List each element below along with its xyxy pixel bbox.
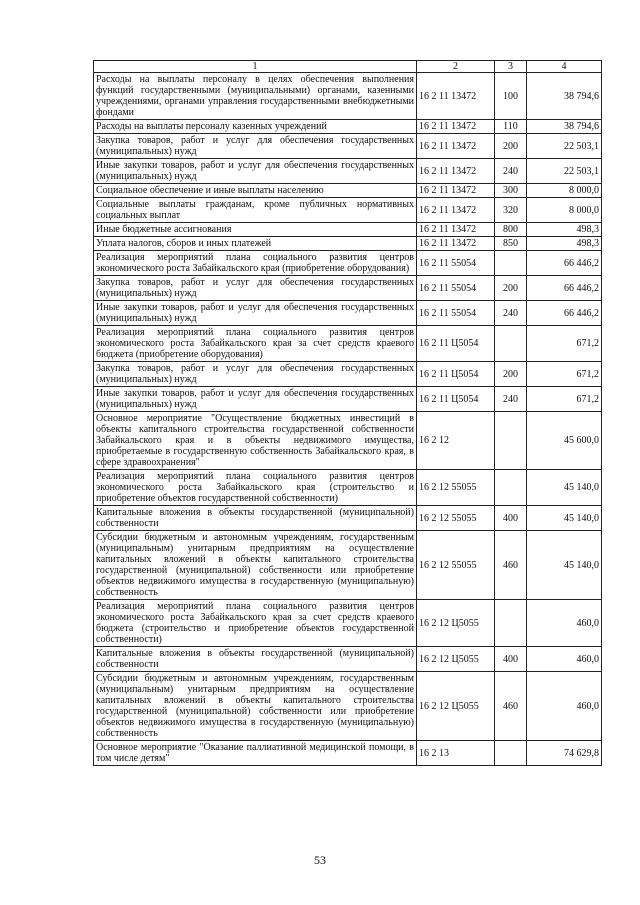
row-amount-cell: 8 000,0	[527, 184, 602, 198]
row-amount-cell: 460,0	[527, 672, 602, 741]
row-expense-type-cell: 400	[495, 506, 527, 531]
row-code-cell: 16 2 11 13472	[417, 237, 495, 251]
row-code-cell: 16 2 11 13472	[417, 73, 495, 120]
row-code-cell: 16 2 11 Ц5054	[417, 326, 495, 362]
row-code-cell: 16 2 12 Ц5055	[417, 600, 495, 647]
row-amount-cell: 671,2	[527, 362, 602, 387]
row-code-cell: 16 2 12	[417, 412, 495, 470]
table-row	[94, 470, 602, 506]
row-name-cell: Социальное обеспечение и иные выплаты населению	[94, 184, 417, 198]
row-amount-cell: 66 446,2	[527, 276, 602, 301]
row-name-cell: Закупка товаров, работ и услуг для обеспечения государственных (муниципальных) нужд	[94, 276, 417, 301]
table-row	[94, 672, 602, 741]
row-amount-cell: 460,0	[527, 600, 602, 647]
row-name-cell: Иные бюджетные ассигнования	[94, 223, 417, 237]
row-expense-type-cell: 200	[495, 134, 527, 159]
table-row	[94, 301, 602, 326]
row-expense-type-cell: 400	[495, 647, 527, 672]
table-header-row	[94, 61, 602, 73]
table-row	[94, 198, 602, 223]
row-amount-cell: 460,0	[527, 647, 602, 672]
row-name-cell: Уплата налогов, сборов и иных платежей	[94, 237, 417, 251]
row-amount-cell: 74 629,8	[527, 741, 602, 766]
header-col-1: 1	[94, 61, 417, 73]
row-expense-type-cell: 240	[495, 159, 527, 184]
row-name-cell: Основное мероприятие "Осуществление бюджетных инвестиций в объекты капитального строительства государственной собственности Забайкальского края и в объекты недвижимого имущества, приобретаемые в государственную собственность Забайкальского края, в сфере здравоохранения"	[94, 412, 417, 470]
row-amount-cell: 498,3	[527, 237, 602, 251]
table-row	[94, 134, 602, 159]
row-expense-type-cell	[495, 326, 527, 362]
row-amount-cell: 671,2	[527, 387, 602, 412]
row-code-cell: 16 2 11 55054	[417, 251, 495, 276]
row-expense-type-cell: 110	[495, 120, 527, 134]
row-amount-cell: 66 446,2	[527, 251, 602, 276]
table-row	[94, 531, 602, 600]
row-amount-cell: 22 503,1	[527, 134, 602, 159]
row-amount-cell: 498,3	[527, 223, 602, 237]
row-name-cell: Субсидии бюджетным и автономным учреждениям, государственным (муниципальным) унитарным предприятиям на осуществление капитальных вложений в объекты капитального строительства государственной (муниципальной) собственности или приобретение объектов недвижимого имущества в государственную (муниципальную) собственность	[94, 531, 417, 600]
row-code-cell: 16 2 12 55055	[417, 531, 495, 600]
row-amount-cell: 8 000,0	[527, 198, 602, 223]
table-row	[94, 159, 602, 184]
row-expense-type-cell	[495, 600, 527, 647]
table-row	[94, 223, 602, 237]
table-row	[94, 387, 602, 412]
row-expense-type-cell: 850	[495, 237, 527, 251]
table-row	[94, 506, 602, 531]
row-expense-type-cell: 240	[495, 301, 527, 326]
row-name-cell: Капитальные вложения в объекты государственной (муниципальной) собственности	[94, 506, 417, 531]
row-amount-cell: 45 600,0	[527, 412, 602, 470]
table-row	[94, 276, 602, 301]
row-name-cell: Закупка товаров, работ и услуг для обеспечения государственных (муниципальных) нужд	[94, 362, 417, 387]
row-code-cell: 16 2 12 55055	[417, 470, 495, 506]
table-row	[94, 647, 602, 672]
table-row	[94, 184, 602, 198]
row-name-cell: Реализация мероприятий плана социального развития центров экономического роста Забайкальского края за счет средств краевого бюджета (приобретение оборудования)	[94, 326, 417, 362]
row-expense-type-cell: 200	[495, 276, 527, 301]
row-name-cell: Иные закупки товаров, работ и услуг для обеспечения государственных (муниципальных) нужд	[94, 301, 417, 326]
row-code-cell: 16 2 13	[417, 741, 495, 766]
row-amount-cell: 45 140,0	[527, 531, 602, 600]
header-col-3: 3	[495, 61, 527, 73]
row-code-cell: 16 2 11 13472	[417, 184, 495, 198]
row-code-cell: 16 2 11 13472	[417, 198, 495, 223]
table-row	[94, 362, 602, 387]
row-name-cell: Реализация мероприятий плана социального развития центров экономического роста Забайкальского края за счет средств краевого бюджета (строительство и приобретение объектов государственной собственности)	[94, 600, 417, 647]
row-name-cell: Расходы на выплаты персоналу казенных учреждений	[94, 120, 417, 134]
row-expense-type-cell: 800	[495, 223, 527, 237]
row-amount-cell: 671,2	[527, 326, 602, 362]
row-amount-cell: 45 140,0	[527, 470, 602, 506]
row-code-cell: 16 2 12 Ц5055	[417, 672, 495, 741]
row-code-cell: 16 2 11 13472	[417, 223, 495, 237]
row-code-cell: 16 2 12 Ц5055	[417, 647, 495, 672]
row-name-cell: Социальные выплаты гражданам, кроме публичных нормативных социальных выплат	[94, 198, 417, 223]
row-code-cell: 16 2 11 13472	[417, 120, 495, 134]
row-name-cell: Основное мероприятие "Оказание паллиативной медицинской помощи, в том числе детям"	[94, 741, 417, 766]
row-code-cell: 16 2 11 13472	[417, 159, 495, 184]
row-expense-type-cell	[495, 412, 527, 470]
row-amount-cell: 45 140,0	[527, 506, 602, 531]
row-name-cell: Иные закупки товаров, работ и услуг для обеспечения государственных (муниципальных) нужд	[94, 159, 417, 184]
row-code-cell: 16 2 11 55054	[417, 301, 495, 326]
row-name-cell: Капитальные вложения в объекты государственной (муниципальной) собственности	[94, 647, 417, 672]
row-expense-type-cell	[495, 251, 527, 276]
table-row	[94, 412, 602, 470]
row-code-cell: 16 2 11 13472	[417, 134, 495, 159]
row-expense-type-cell: 200	[495, 362, 527, 387]
header-col-2: 2	[417, 61, 495, 73]
row-name-cell: Реализация мероприятий плана социального развития центров экономического роста Забайкальского края (строительство и приобретение объектов государственной собственности)	[94, 470, 417, 506]
row-name-cell: Расходы на выплаты персоналу в целях обеспечения выполнения функций государственными (муниципальными) органами, казенными учреждениями, органами управления государственными внебюджетными фондами	[94, 73, 417, 120]
table-row	[94, 741, 602, 766]
table-row	[94, 120, 602, 134]
row-amount-cell: 22 503,1	[527, 159, 602, 184]
row-code-cell: 16 2 11 Ц5054	[417, 387, 495, 412]
table-row	[94, 73, 602, 120]
row-amount-cell: 38 794,6	[527, 73, 602, 120]
row-amount-cell: 66 446,2	[527, 301, 602, 326]
table-row	[94, 326, 602, 362]
table-row	[94, 600, 602, 647]
row-code-cell: 16 2 11 55054	[417, 276, 495, 301]
row-name-cell: Закупка товаров, работ и услуг для обеспечения государственных (муниципальных) нужд	[94, 134, 417, 159]
row-name-cell: Субсидии бюджетным и автономным учреждениям, государственным (муниципальным) унитарным предприятиям на осуществление капитальных вложений в объекты капитального строительства государственной (муниципальной) собственности или приобретение объектов недвижимого имущества в государственную (муниципальную) собственность	[94, 672, 417, 741]
row-expense-type-cell: 460	[495, 531, 527, 600]
row-expense-type-cell	[495, 470, 527, 506]
row-expense-type-cell: 240	[495, 387, 527, 412]
row-expense-type-cell: 460	[495, 672, 527, 741]
row-name-cell: Иные закупки товаров, работ и услуг для обеспечения государственных (муниципальных) нужд	[94, 387, 417, 412]
header-col-4: 4	[527, 61, 602, 73]
page-number: 53	[314, 853, 326, 867]
row-code-cell: 16 2 12 55055	[417, 506, 495, 531]
row-expense-type-cell	[495, 741, 527, 766]
table-row	[94, 251, 602, 276]
row-code-cell: 16 2 11 Ц5054	[417, 362, 495, 387]
row-expense-type-cell: 320	[495, 198, 527, 223]
budget-table	[93, 60, 602, 766]
table-row	[94, 237, 602, 251]
row-name-cell: Реализация мероприятий плана социального развития центров экономического роста Забайкальского края (приобретение оборудования)	[94, 251, 417, 276]
row-expense-type-cell: 300	[495, 184, 527, 198]
row-expense-type-cell: 100	[495, 73, 527, 120]
row-amount-cell: 38 794,6	[527, 120, 602, 134]
